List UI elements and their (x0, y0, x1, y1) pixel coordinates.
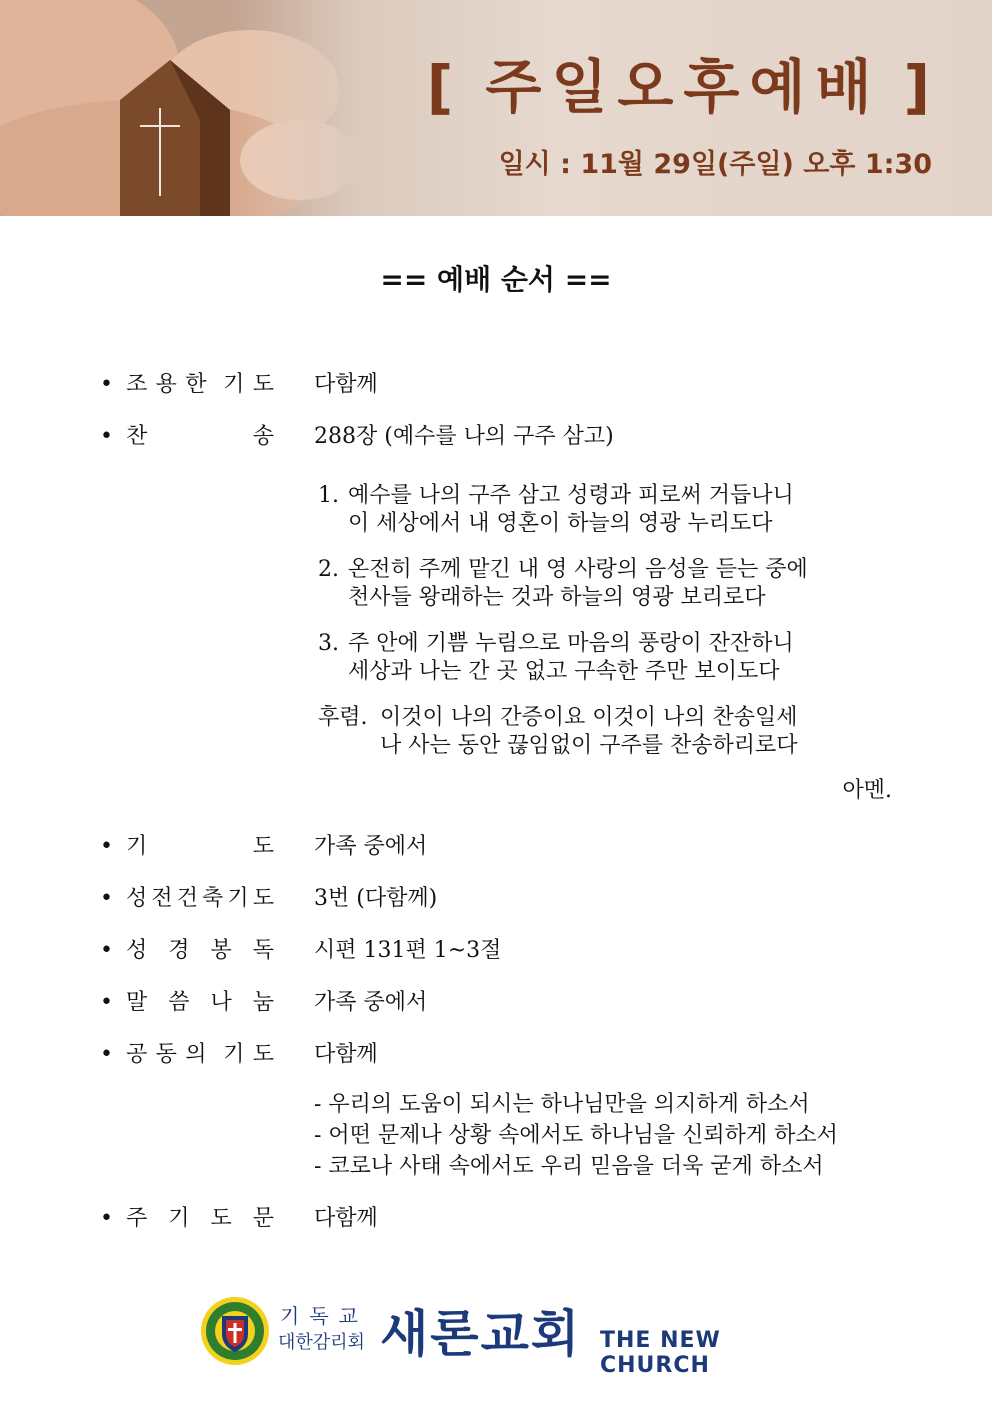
hymn-verse-3: 3. 주 안에 기쁨 누림으로 마음의 풍랑이 잔잔하니 세상과 나는 간 곳 없고 구속한 주만 보이도다 (318, 631, 794, 684)
worship-title (427, 40, 940, 124)
bullet: • (100, 990, 113, 1015)
church-logo (200, 1292, 820, 1378)
order-label: 주 기 도 문 (126, 1206, 274, 1231)
bullet: • (100, 1042, 113, 1067)
order-label: 조 용 한 기 도 (126, 372, 274, 397)
order-label: 성 경 봉 독 (126, 938, 274, 963)
hymn-verse-1: 1. 예수를 나의 구주 삼고 성령과 피로써 거듭나니 이 세상에서 내 영혼이 하늘의 영광 누리도다 (318, 483, 794, 536)
bullet: • (100, 938, 113, 963)
hymn-chorus: 후렴. 이것이 나의 간증이요 이것이 나의 찬송일세 나 사는 동안 끊임없이 구주를 찬송하리로다 (318, 705, 798, 758)
church-name: 새론교회 (380, 1305, 582, 1363)
order-value: 다함께 (314, 1042, 378, 1067)
prayer-item: - 우리의 도움이 되시는 하나님만을 의지하게 하소서 (314, 1092, 810, 1117)
order-value: 가족 중에서 (314, 990, 428, 1015)
hymn-amen: 아멘. (842, 778, 892, 803)
hymn-verse-2: 2. 온전히 주께 맡긴 내 영 사랑의 음성을 듣는 중에 천사들 왕래하는 것과 하늘의 영광 보리로다 (318, 557, 808, 610)
prayer-item: - 어떤 문제나 상황 속에서도 하나님을 신뢰하게 하소서 (314, 1123, 838, 1148)
methodist-emblem-icon (200, 1296, 270, 1366)
order-value: 288장 (예수를 나의 구주 삼고) (314, 424, 614, 449)
worship-datetime: 일시 : 11월 29일(주일) 오후 1:30 (498, 149, 932, 180)
order-heading: == 예배 순서 == (380, 263, 612, 296)
order-value: 다함께 (314, 1206, 378, 1231)
header-banner (0, 0, 992, 216)
title-bracket-open: [ (426, 53, 464, 121)
bullet: • (100, 886, 113, 911)
prayer-item: - 코로나 사태 속에서도 우리 믿음을 더욱 굳게 하소서 (314, 1154, 824, 1179)
denomination-bottom: 대한감리회 (278, 1332, 365, 1353)
title-text: 주일오후예배 (485, 53, 882, 121)
order-label: 찬 송 (126, 424, 274, 449)
order-label: 공 동 의 기 도 (126, 1042, 274, 1067)
church-name-english: THE NEW CHURCH (600, 1328, 721, 1378)
bullet: • (100, 372, 113, 397)
hands-house-cross-image (0, 0, 360, 216)
order-value: 시편 131편 1~3절 (314, 938, 502, 963)
bullet: • (100, 834, 113, 859)
bullet: • (100, 424, 113, 449)
order-value: 가족 중에서 (314, 834, 428, 859)
order-label: 말 씀 나 눔 (126, 990, 274, 1015)
title-bracket-close: ] (903, 53, 940, 121)
order-value: 다함께 (314, 372, 378, 397)
order-label: 기 도 (126, 834, 274, 859)
order-value: 3번 (다함께) (314, 886, 438, 911)
order-label: 성 전 건 축 기 도 (126, 886, 274, 911)
bullet: • (100, 1206, 113, 1231)
denomination-top: 기독교 (280, 1304, 368, 1328)
